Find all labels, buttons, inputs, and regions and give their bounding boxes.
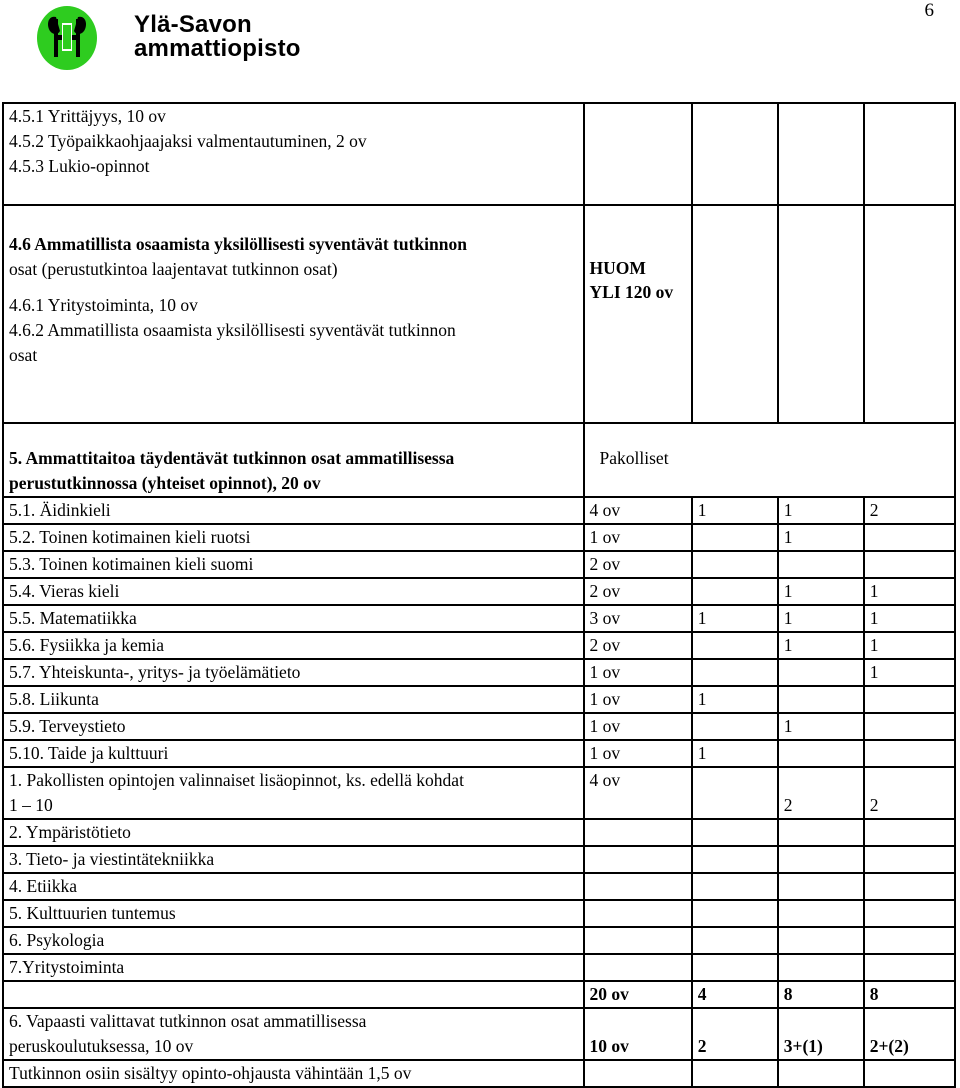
section6-cell <box>3 1008 584 1060</box>
year2-value <box>778 686 864 713</box>
logo-emblem-icon <box>36 5 98 71</box>
block1-cell <box>3 103 584 205</box>
year3-value: 1 <box>864 605 955 632</box>
year2-value: 1 <box>778 713 864 740</box>
logo-line2: ammattiopisto <box>134 35 301 62</box>
elective-item: 3. Tieto- ja viestintätekniikka <box>3 846 584 873</box>
section-heading-cont: osat (perustutkintoa laajentavat tutkinnon osat) <box>9 259 338 279</box>
curriculum-table <box>2 102 956 1088</box>
note-line1: HUOM <box>589 258 646 278</box>
course-name: 5.3. Toinen kotimainen kieli suomi <box>3 551 584 578</box>
empty-cell <box>778 205 864 423</box>
note-line2: YLI 120 ov <box>589 282 674 302</box>
year3-value <box>864 551 955 578</box>
section6-year1: 2 <box>692 1008 778 1060</box>
section5-heading-cell <box>3 423 584 497</box>
logo-wordmark <box>134 13 301 61</box>
table-row <box>3 1008 955 1060</box>
course-name: 5.9. Terveystieto <box>3 713 584 740</box>
table-row <box>3 927 955 954</box>
year3-value: 1 <box>864 578 955 605</box>
year2-value <box>778 551 864 578</box>
page-number: 6 <box>924 0 934 21</box>
course-ov: 4 ov <box>584 767 692 819</box>
total-year1: 4 <box>692 981 778 1008</box>
column-label: Pakolliset <box>599 448 669 468</box>
course-ov: 2 ov <box>584 632 692 659</box>
table-row <box>3 605 955 632</box>
course-name: 5.4. Vieras kieli <box>3 578 584 605</box>
elective-item: 7.Yritystoiminta <box>3 954 584 981</box>
table-row <box>3 632 955 659</box>
course-ov: 3 ov <box>584 605 692 632</box>
elective-item: 5. Kulttuurien tuntemus <box>3 900 584 927</box>
year3-value: 2 <box>864 767 955 819</box>
empty-cell <box>584 103 692 205</box>
section6-year3: 2+(2) <box>864 1008 955 1060</box>
table-row <box>3 900 955 927</box>
course-ov: 2 ov <box>584 551 692 578</box>
elective-line1: 1. Pakollisten opintojen valinnaiset lisäopinnot, ks. edellä kohdat <box>9 770 464 790</box>
list-item: 4.5.2 Työpaikkaohjaajaksi valmentautuminen, 2 ov <box>9 131 367 151</box>
section-heading-cont: perustutkinnossa (yhteiset opinnot), 20 ov <box>9 473 321 493</box>
year1-value: 1 <box>692 497 778 524</box>
school-logo <box>36 3 336 73</box>
course-name: 5.7. Yhteiskunta-, yritys- ja työelämätieto <box>3 659 584 686</box>
section6-ov: 10 ov <box>584 1008 692 1060</box>
course-name: 5.2. Toinen kotimainen kieli ruotsi <box>3 524 584 551</box>
pakolliset-cell <box>584 423 955 497</box>
section6-line2: peruskoulutuksessa, 10 ov <box>9 1036 194 1056</box>
empty-cell <box>778 103 864 205</box>
list-item: 4.6.2 Ammatillista osaamista yksilöllisesti syventävät tutkinnon <box>9 320 456 340</box>
course-ov: 1 ov <box>584 659 692 686</box>
table-row <box>3 423 955 497</box>
list-item: 4.5.1 Yrittäjyys, 10 ov <box>9 106 166 126</box>
table-row <box>3 659 955 686</box>
year2-value <box>778 659 864 686</box>
empty-cell <box>692 103 778 205</box>
course-ov: 1 ov <box>584 740 692 767</box>
totals-row <box>3 981 955 1008</box>
course-ov: 4 ov <box>584 497 692 524</box>
table-row <box>3 873 955 900</box>
year1-value <box>692 578 778 605</box>
elective-item: 2. Ympäristötieto <box>3 819 584 846</box>
year1-value <box>692 713 778 740</box>
empty-cell <box>692 205 778 423</box>
table-row <box>3 740 955 767</box>
year1-value: 1 <box>692 605 778 632</box>
table-row <box>3 846 955 873</box>
year3-value <box>864 524 955 551</box>
table-row <box>3 819 955 846</box>
block2-cell <box>3 205 584 423</box>
elective-item: 6. Psykologia <box>3 927 584 954</box>
year2-value: 2 <box>778 767 864 819</box>
footer-note: Tutkinnon osiin sisältyy opinto-ohjausta vähintään 1,5 ov <box>3 1060 584 1087</box>
empty-cell <box>3 981 584 1008</box>
course-name: 5.10. Taide ja kulttuuri <box>3 740 584 767</box>
table-row <box>3 578 955 605</box>
year1-value <box>692 524 778 551</box>
year3-value: 1 <box>864 632 955 659</box>
course-ov: 2 ov <box>584 578 692 605</box>
list-item: 4.6.1 Yritystoiminta, 10 ov <box>9 295 198 315</box>
table-row <box>3 551 955 578</box>
year3-value: 1 <box>864 659 955 686</box>
section-heading: 4.6 Ammatillista osaamista yksilöllisesti syventävät tutkinnon <box>9 234 467 254</box>
section6-line1: 6. Vapaasti valittavat tutkinnon osat ammatillisessa <box>9 1011 367 1031</box>
year2-value <box>778 740 864 767</box>
table-row <box>3 954 955 981</box>
empty-cell <box>692 767 778 819</box>
table-row <box>3 205 955 423</box>
table-row <box>3 524 955 551</box>
list-item: 4.5.3 Lukio-opinnot <box>9 156 150 176</box>
year2-value: 1 <box>778 497 864 524</box>
course-ov: 1 ov <box>584 686 692 713</box>
year2-value: 1 <box>778 605 864 632</box>
section6-year2: 3+(1) <box>778 1008 864 1060</box>
year2-value: 1 <box>778 524 864 551</box>
course-name: 5.6. Fysiikka ja kemia <box>3 632 584 659</box>
year1-value: 1 <box>692 686 778 713</box>
total-ov: 20 ov <box>584 981 692 1008</box>
year3-value <box>864 686 955 713</box>
logo-line1: Ylä-Savon <box>134 11 252 38</box>
total-year3: 8 <box>864 981 955 1008</box>
course-name: 5.5. Matematiikka <box>3 605 584 632</box>
course-name: 5.8. Liikunta <box>3 686 584 713</box>
year1-value <box>692 659 778 686</box>
year1-value <box>692 632 778 659</box>
list-item-cont: osat <box>9 345 38 365</box>
course-ov: 1 ov <box>584 713 692 740</box>
course-name: 5.1. Äidinkieli <box>3 497 584 524</box>
table-row <box>3 103 955 205</box>
year2-value: 1 <box>778 578 864 605</box>
empty-cell <box>864 205 955 423</box>
year3-value: 2 <box>864 497 955 524</box>
elective-item: 4. Etiikka <box>3 873 584 900</box>
year1-value <box>692 551 778 578</box>
year3-value <box>864 713 955 740</box>
year1-value: 1 <box>692 740 778 767</box>
total-year2: 8 <box>778 981 864 1008</box>
year2-value: 1 <box>778 632 864 659</box>
empty-cell <box>864 103 955 205</box>
section-heading: 5. Ammattitaitoa täydentävät tutkinnon osat ammatillisessa <box>9 448 455 468</box>
course-ov: 1 ov <box>584 524 692 551</box>
note-cell <box>584 205 692 423</box>
elective-cell <box>3 767 584 819</box>
table-row <box>3 1060 955 1087</box>
table-row <box>3 713 955 740</box>
elective-line2: 1 – 10 <box>9 795 53 815</box>
table-row <box>3 767 955 819</box>
table-row <box>3 686 955 713</box>
table-row <box>3 497 955 524</box>
year3-value <box>864 740 955 767</box>
